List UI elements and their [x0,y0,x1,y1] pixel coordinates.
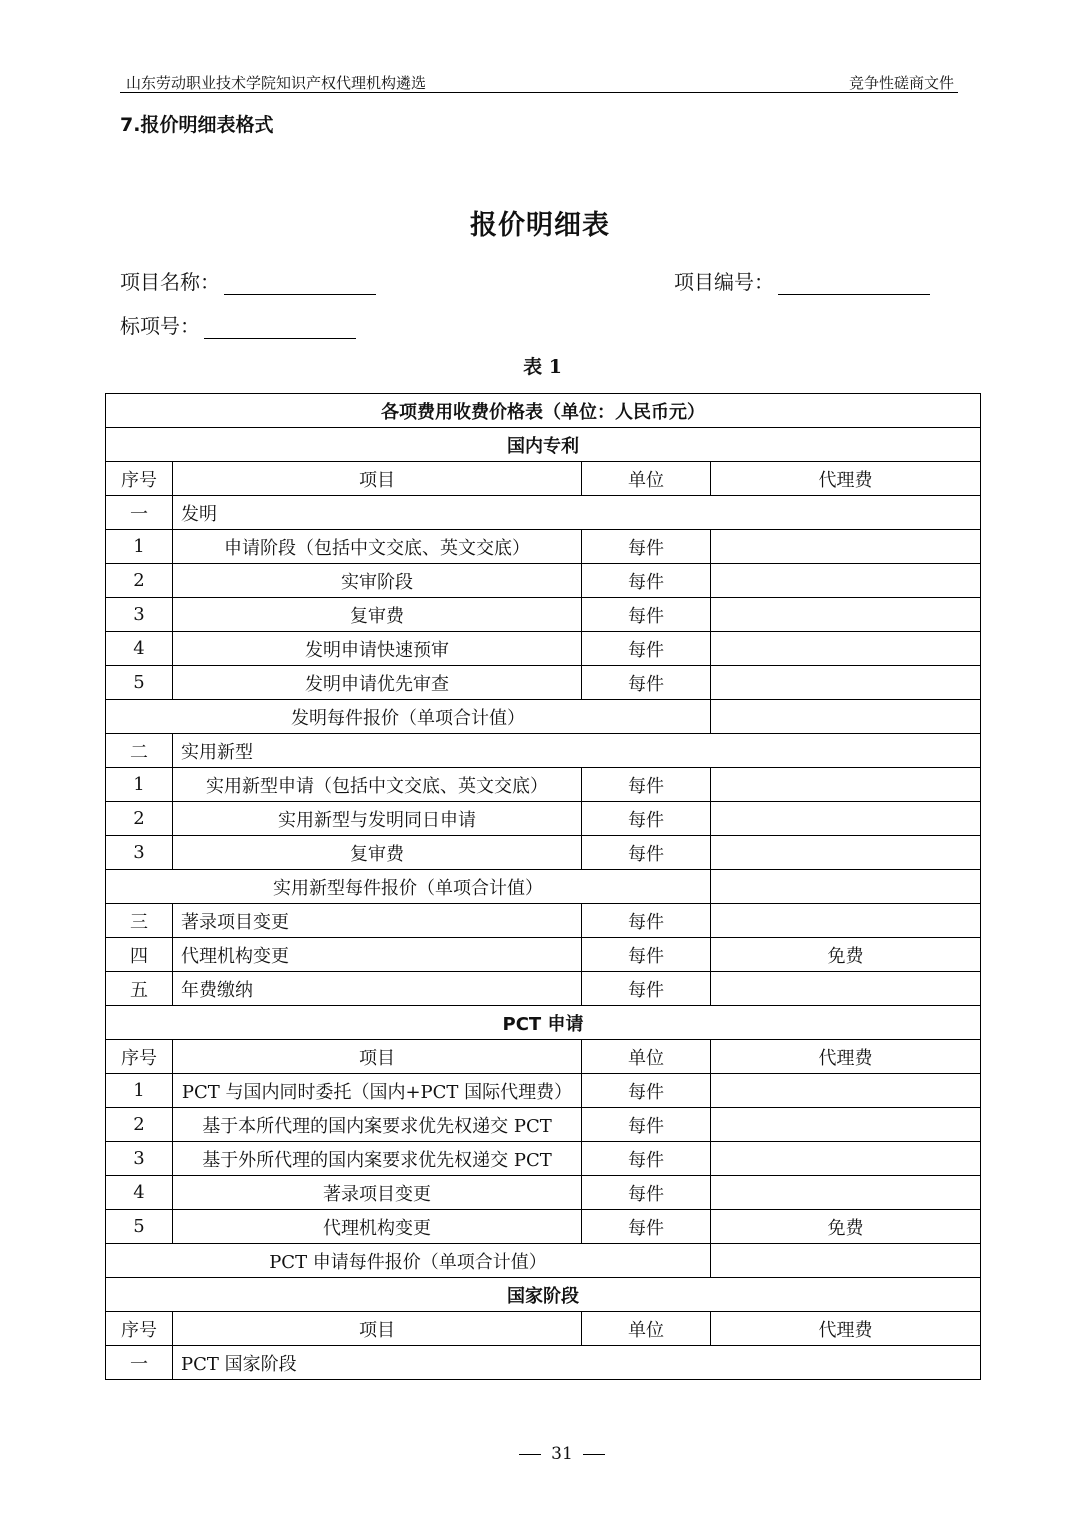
row-item: 著录项目变更 [173,904,582,938]
row-item: 发明申请快速预审 [173,632,582,666]
row-item: 基于本所代理的国内案要求优先权递交 PCT [173,1108,582,1142]
row-item: 基于外所代理的国内案要求优先权递交 PCT [173,1142,582,1176]
col-header-fee: 代理费 [711,462,981,496]
project-code-field [674,266,930,295]
project-name-field [120,266,376,295]
column-header-row [106,1040,981,1074]
row-unit: 每件 [582,972,711,1006]
col-header-unit: 单位 [582,462,711,496]
row-fee-cell[interactable] [711,632,981,666]
col-header-item: 项目 [173,1040,582,1074]
subtotal-value-cell[interactable] [711,1244,981,1278]
col-header-unit: 单位 [582,1312,711,1346]
project-name-blank[interactable] [224,274,376,295]
bid-number-label: 标项号： [120,314,200,338]
row-item: 年费缴纳 [173,972,582,1006]
col-header-no: 序号 [106,1040,173,1074]
category-name: 发明 [173,496,981,530]
table-row [106,632,981,666]
row-fee-cell[interactable] [711,1074,981,1108]
row-no: 三 [106,904,173,938]
page-number [0,1444,1080,1464]
row-no: 3 [106,836,173,870]
table-row [106,972,981,1006]
category-no: 一 [106,1346,173,1380]
col-header-item: 项目 [173,462,582,496]
subtotal-row-invention [106,700,981,734]
row-unit: 每件 [582,598,711,632]
header-rule [120,92,958,93]
row-fee-cell[interactable] [711,1108,981,1142]
category-row-utility [106,734,981,768]
project-code-blank[interactable] [778,274,930,295]
row-unit: 每件 [582,802,711,836]
row-no: 2 [106,564,173,598]
row-no: 5 [106,666,173,700]
row-unit: 每件 [582,904,711,938]
table-row [106,564,981,598]
table-row [106,836,981,870]
table-row [106,1074,981,1108]
section-title-national: 国家阶段 [106,1278,981,1312]
row-unit: 每件 [582,666,711,700]
bid-number-blank[interactable] [204,318,356,339]
table-title-row [106,394,981,428]
row-fee-cell[interactable]: 免费 [711,938,981,972]
row-item: PCT 与国内同时委托（国内+PCT 国际代理费） [173,1074,582,1108]
row-no: 1 [106,768,173,802]
row-no: 1 [106,1074,173,1108]
col-header-fee: 代理费 [711,1312,981,1346]
row-fee-cell[interactable] [711,530,981,564]
section-row-domestic [106,428,981,462]
row-unit: 每件 [582,1074,711,1108]
subtotal-row-utility [106,870,981,904]
col-header-item: 项目 [173,1312,582,1346]
row-no: 3 [106,598,173,632]
subtotal-label: 发明每件报价（单项合计值） [106,700,711,734]
table-row [106,1108,981,1142]
category-name: 实用新型 [173,734,981,768]
page-number-dash-right [583,1454,605,1455]
row-item: 复审费 [173,598,582,632]
table-row [106,1142,981,1176]
col-header-no: 序号 [106,462,173,496]
row-fee-cell[interactable]: 免费 [711,1210,981,1244]
row-unit: 每件 [582,564,711,598]
project-name-label: 项目名称： [120,270,220,294]
row-unit: 每件 [582,938,711,972]
page-number-value: 31 [551,1444,573,1464]
subtotal-value-cell[interactable] [711,870,981,904]
table-row [106,530,981,564]
table-row [106,1176,981,1210]
row-no: 4 [106,632,173,666]
table-row [106,938,981,972]
row-fee-cell[interactable] [711,666,981,700]
col-header-fee: 代理费 [711,1040,981,1074]
row-unit: 每件 [582,1142,711,1176]
row-unit: 每件 [582,632,711,666]
row-unit: 每件 [582,530,711,564]
row-item: 申请阶段（包括中文交底、英文交底） [173,530,582,564]
subtotal-value-cell[interactable] [711,700,981,734]
column-header-row [106,1312,981,1346]
section-title: 7.报价明细表格式 [120,114,274,136]
subtotal-label: 实用新型每件报价（单项合计值） [106,870,711,904]
row-no: 4 [106,1176,173,1210]
project-code-label: 项目编号： [674,270,774,294]
row-fee-cell[interactable] [711,564,981,598]
row-item: 著录项目变更 [173,1176,582,1210]
section-row-pct [106,1006,981,1040]
row-fee-cell[interactable] [711,972,981,1006]
price-table [105,393,981,1380]
table-row [106,904,981,938]
row-item: 代理机构变更 [173,1210,582,1244]
category-no: 二 [106,734,173,768]
header-right: 竞争性磋商文件 [848,74,954,92]
category-row-pct-national [106,1346,981,1380]
row-fee-cell[interactable] [711,598,981,632]
row-no: 1 [106,530,173,564]
row-fee-cell[interactable] [711,904,981,938]
row-no: 2 [106,1108,173,1142]
table-row [106,768,981,802]
bid-number-field [120,310,356,339]
row-fee-cell[interactable] [711,1176,981,1210]
row-unit: 每件 [582,1176,711,1210]
row-fee-cell[interactable] [711,768,981,802]
col-header-no: 序号 [106,1312,173,1346]
row-unit: 每件 [582,1108,711,1142]
row-unit: 每件 [582,1210,711,1244]
subtotal-row-pct [106,1244,981,1278]
row-no: 3 [106,1142,173,1176]
row-fee-cell[interactable] [711,1142,981,1176]
table-row [106,598,981,632]
row-fee-cell[interactable] [711,836,981,870]
row-no: 四 [106,938,173,972]
section-title-domestic: 国内专利 [106,428,981,462]
table-title: 各项费用收费价格表（单位：人民币元） [106,394,981,428]
table-row [106,802,981,836]
row-item: 复审费 [173,836,582,870]
category-no: 一 [106,496,173,530]
row-fee-cell[interactable] [711,802,981,836]
row-unit: 每件 [582,768,711,802]
row-no: 5 [106,1210,173,1244]
section-title-pct: PCT 申请 [106,1006,981,1040]
table-row [106,666,981,700]
page-number-dash-left [519,1454,541,1455]
row-unit: 每件 [582,836,711,870]
row-item: 发明申请优先审查 [173,666,582,700]
table-caption: 表 1 [523,356,562,378]
row-no: 2 [106,802,173,836]
header-left: 山东劳动职业技术学院知识产权代理机构遴选 [126,74,427,92]
table-row [106,1210,981,1244]
col-header-unit: 单位 [582,1040,711,1074]
category-name: PCT 国家阶段 [173,1346,981,1380]
row-item: 代理机构变更 [173,938,582,972]
section-row-national [106,1278,981,1312]
subtotal-label: PCT 申请每件报价（单项合计值） [106,1244,711,1278]
row-item: 实用新型与发明同日申请 [173,802,582,836]
row-no: 五 [106,972,173,1006]
document-title: 报价明细表 [470,210,610,241]
category-row-invention [106,496,981,530]
row-item: 实用新型申请（包括中文交底、英文交底） [173,768,582,802]
row-item: 实审阶段 [173,564,582,598]
column-header-row [106,462,981,496]
